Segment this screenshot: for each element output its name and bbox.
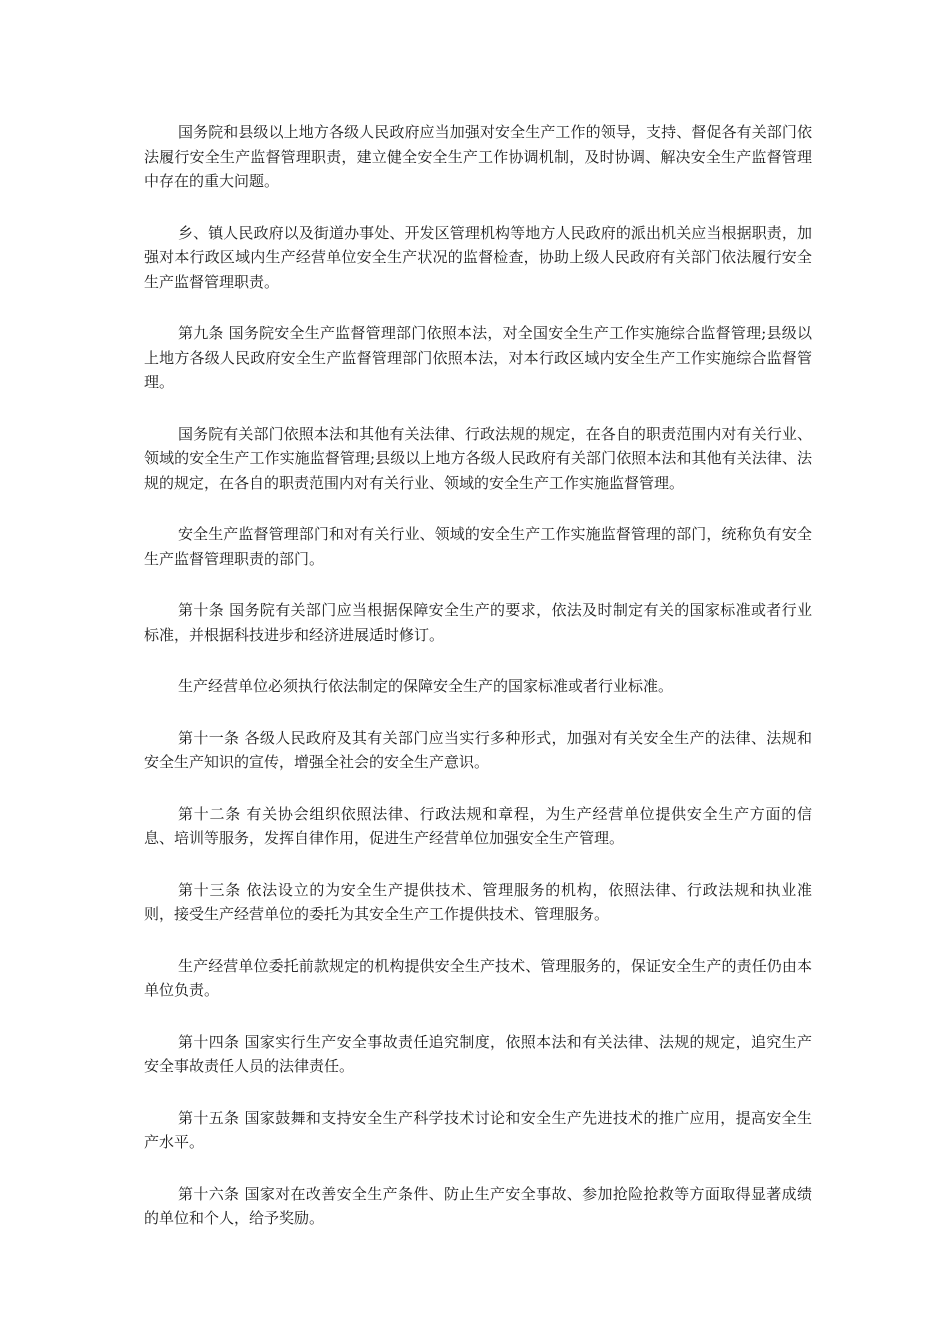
paragraph: 第十三条 依法设立的为安全生产提供技术、管理服务的机构，依照法律、行政法规和执业准则，接受生产经营单位的委托为其安全生产工作提供技术、管理服务。 [144,880,812,923]
paragraph: 第十一条 各级人民政府及其有关部门应当实行多种形式，加强对有关安全生产的法律、法规和安全生产知识的宣传，增强全社会的安全生产意识。 [144,728,812,771]
paragraph: 安全生产监督管理部门和对有关行业、领域的安全生产工作实施监督管理的部门，统称负有安全生产监督管理职责的部门。 [144,525,812,568]
paragraph: 国务院有关部门依照本法和其他有关法律、行政法规的规定，在各自的职责范围内对有关行业、领域的安全生产工作实施监督管理;县级以上地方各级人民政府有关部门依照本法和其他有关法律、法规的规定，在各自的职责范围内对有关行业、领域的安全生产工作实施监督管理。 [144,424,812,492]
paragraph: 乡、镇人民政府以及街道办事处、开发区管理机构等地方人民政府的派出机关应当根据职责，加强对本行政区域内生产经营单位安全生产状况的监督检查，协助上级人民政府有关部门依法履行安全生产监督管理职责。 [144,223,812,291]
paragraph: 第十五条 国家鼓舞和支持安全生产科学技术讨论和安全生产先进技术的推广应用，提高安全生产水平。 [144,1108,812,1151]
paragraph: 生产经营单位必须执行依法制定的保障安全生产的国家标准或者行业标准。 [178,677,674,695]
paragraph: 第十四条 国家实行生产安全事故责任追究制度，依照本法和有关法律、法规的规定，追究生产安全事故责任人员的法律责任。 [144,1032,812,1075]
paragraph: 生产经营单位委托前款规定的机构提供安全生产技术、管理服务的，保证安全生产的责任仍由本单位负责。 [144,956,812,999]
paragraph: 第十条 国务院有关部门应当根据保障安全生产的要求，依法及时制定有关的国家标准或者行业标准，并根据科技进步和经济进展适时修订。 [144,601,812,644]
paragraph: 第十六条 国家对在改善安全生产条件、防止生产安全事故、参加抢险抢救等方面取得显著成绩的单位和个人，给予奖励。 [144,1184,812,1227]
document-body [144,120,812,1258]
paragraph: 第十二条 有关协会组织依照法律、行政法规和章程，为生产经营单位提供安全生产方面的信息、培训等服务，发挥自律作用，促进生产经营单位加强安全生产管理。 [144,804,812,847]
paragraph: 国务院和县级以上地方各级人民政府应当加强对安全生产工作的领导，支持、督促各有关部门依法履行安全生产监督管理职责，建立健全安全生产工作协调机制，及时协调、解决安全生产监督管理中存在的重大问题。 [144,123,812,190]
paragraph: 第九条 国务院安全生产监督管理部门依照本法，对全国安全生产工作实施综合监督管理;县级以上地方各级人民政府安全生产监督管理部门依照本法，对本行政区域内安全生产工作实施综合监督管理。 [144,324,812,391]
